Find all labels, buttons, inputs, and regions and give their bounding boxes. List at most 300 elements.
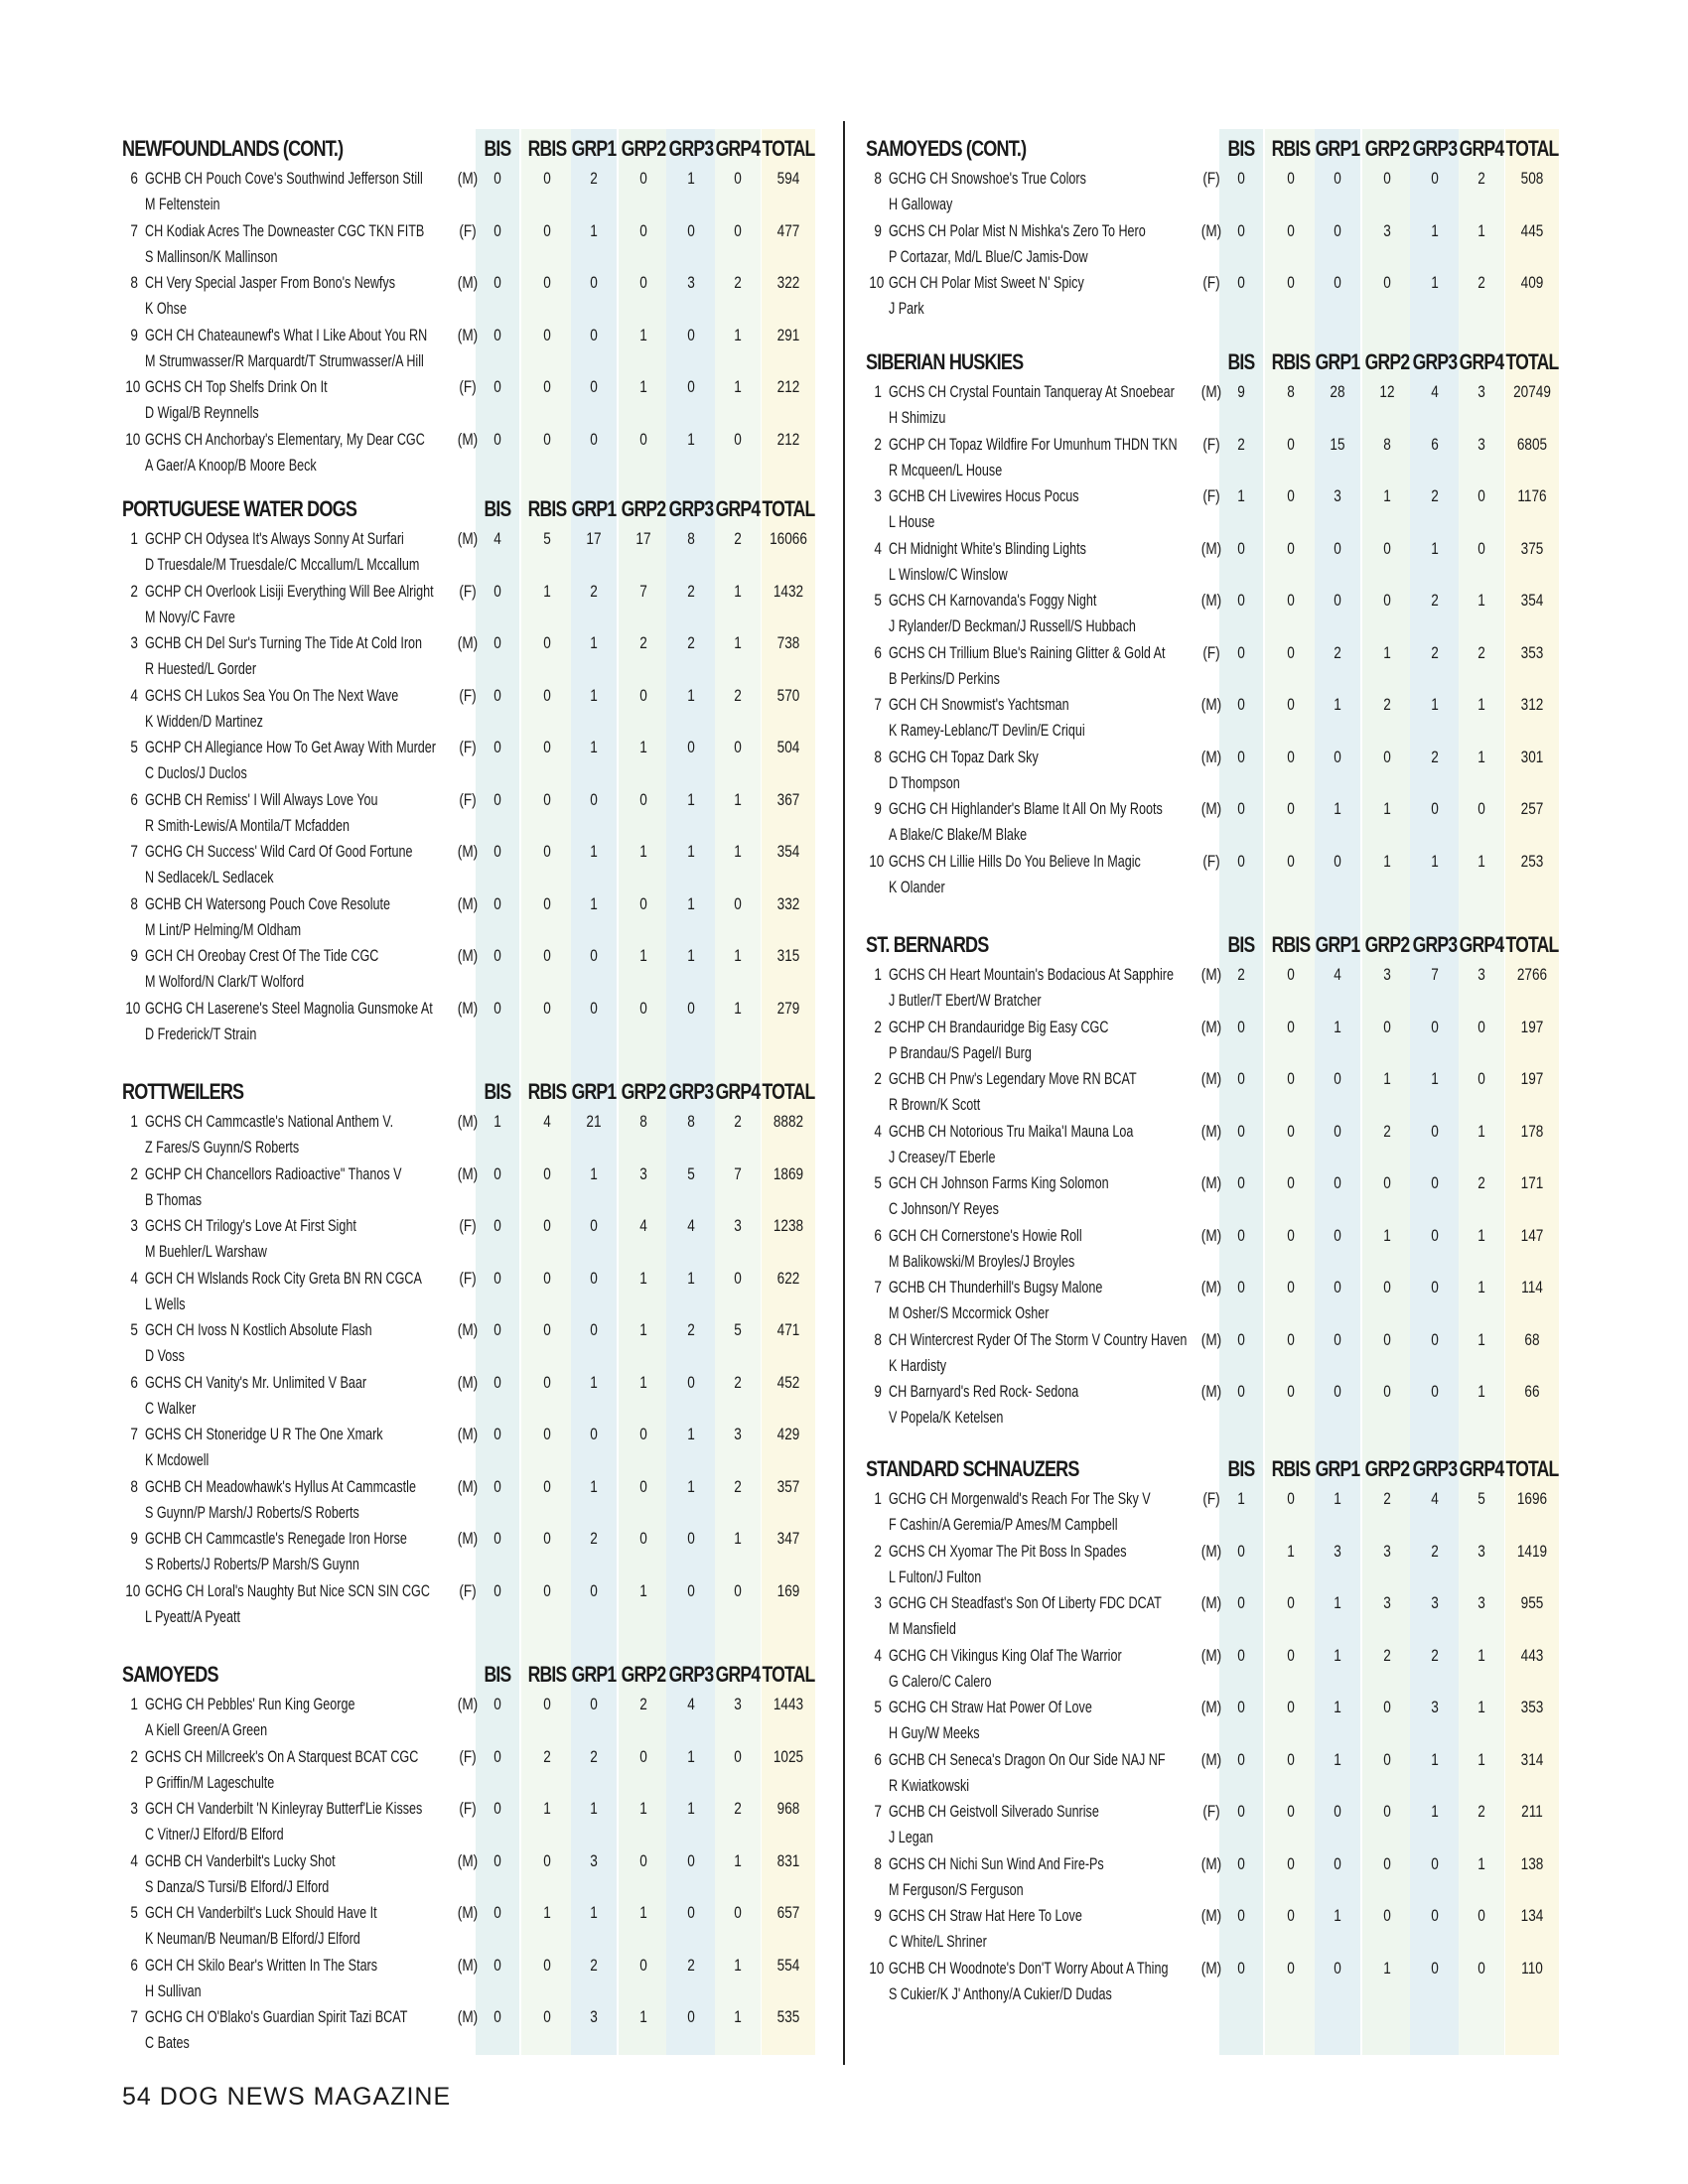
owner-names: B Thomas — [145, 1189, 203, 1209]
stat-total: 66 — [1524, 1382, 1540, 1401]
stat-grp1: 1 — [590, 685, 598, 705]
stat-grp3: 2 — [687, 633, 695, 652]
stat-grp3: 0 — [1431, 1173, 1439, 1192]
column-header-grp3: GRP3 — [668, 496, 714, 521]
sex-label: (M) — [1200, 1906, 1222, 1925]
sex-label: (M) — [1200, 220, 1222, 240]
rank-number: 5 — [874, 591, 882, 610]
breed-title: SAMOYEDS — [122, 1662, 218, 1687]
stat-total: 110 — [1521, 1958, 1543, 1978]
stat-total: 357 — [776, 1476, 800, 1496]
dog-name: GCHS CH Cammcastle's National Anthem V. — [145, 1112, 394, 1131]
stat-total: 8882 — [773, 1112, 804, 1131]
stat-grp3: 1 — [1431, 851, 1439, 871]
stat-grp3: 0 — [1431, 1906, 1439, 1925]
rank-number: 6 — [130, 169, 138, 188]
stat-grp1: 3 — [590, 2007, 598, 2026]
stat-rbis: 0 — [543, 1850, 551, 1870]
stat-total: 353 — [1520, 642, 1544, 662]
stat-grp3: 3 — [1431, 1593, 1439, 1612]
dog-name: GCHB CH Pouch Cove's Southwind Jefferson Still — [145, 169, 423, 188]
stat-grp2: 2 — [1383, 1645, 1391, 1665]
column-divider — [843, 121, 845, 2065]
table-row — [866, 1066, 1567, 1119]
stat-grp4: 2 — [734, 685, 742, 705]
stat-rbis: 0 — [1287, 220, 1295, 240]
stat-grp2: 0 — [639, 169, 647, 188]
stat-grp4: 2 — [734, 1799, 742, 1818]
left-column — [122, 0, 817, 2144]
table-row — [122, 1213, 817, 1266]
stat-grp1: 1 — [1334, 695, 1341, 714]
table-row — [866, 1695, 1567, 1747]
rank-number: 8 — [130, 273, 138, 292]
sex-label: (M) — [1200, 1645, 1222, 1665]
stat-grp3: 2 — [1431, 747, 1439, 766]
dog-name: GCH CH Ivoss N Kostlich Absolute Flash — [145, 1320, 372, 1339]
dog-name: GCH CH Johnson Farms King Solomon — [889, 1173, 1109, 1192]
stat-grp2: 3 — [1383, 965, 1391, 984]
table-row — [866, 536, 1567, 589]
stat-rbis: 0 — [1287, 1173, 1295, 1192]
stat-grp1: 0 — [1334, 1382, 1341, 1401]
stat-grp4: 1 — [734, 1955, 742, 1975]
rank-number: 6 — [874, 1225, 882, 1245]
stat-rbis: 0 — [543, 377, 551, 396]
table-row — [866, 849, 1567, 901]
owner-names: R Huested/L Gorder — [145, 659, 257, 678]
stat-total: 114 — [1521, 1278, 1543, 1297]
owner-names: K Hardisty — [889, 1355, 947, 1375]
column-header-grp2: GRP2 — [1364, 1456, 1410, 1481]
stat-bis: 0 — [493, 1268, 501, 1288]
sex-label: (M) — [1200, 1853, 1222, 1873]
stat-grp2: 1 — [639, 1799, 647, 1818]
sex-label: (M) — [1200, 1121, 1222, 1141]
stat-grp4: 5 — [1477, 1489, 1485, 1508]
rank-number: 5 — [130, 1320, 138, 1339]
dog-name: CH Midnight White's Blinding Lights — [889, 538, 1086, 558]
rank-number: 10 — [869, 1958, 885, 1978]
stat-grp4: 1 — [1477, 1225, 1485, 1245]
stat-grp1: 0 — [1334, 273, 1341, 292]
stat-total: 212 — [776, 377, 800, 396]
stat-grp4: 3 — [1477, 1541, 1485, 1561]
stat-bis: 0 — [1237, 1069, 1245, 1088]
stat-grp3: 8 — [687, 529, 695, 548]
stat-bis: 0 — [1237, 1906, 1245, 1925]
dog-name: GCHG CH Pebbles' Run King George — [145, 1695, 355, 1713]
stat-grp2: 1 — [1383, 1958, 1391, 1978]
stat-bis: 0 — [1237, 1749, 1245, 1769]
table-row — [122, 1266, 817, 1318]
dog-name: GCHS CH Xyomar The Pit Boss In Spades — [889, 1541, 1127, 1561]
stat-rbis: 0 — [1287, 1645, 1295, 1665]
stat-grp2: 0 — [639, 1955, 647, 1975]
stat-grp1: 15 — [1330, 434, 1345, 454]
stat-grp2: 0 — [639, 1425, 647, 1443]
stat-rbis: 0 — [1287, 486, 1295, 505]
dog-name: GCHS CH Heart Mountain's Bodacious At Sapphire — [889, 965, 1174, 984]
sex-label: (F) — [1202, 434, 1220, 454]
stat-grp3: 0 — [1431, 1017, 1439, 1036]
rank-number: 4 — [874, 538, 882, 558]
stat-total: 169 — [776, 1580, 800, 1600]
stat-grp4: 2 — [734, 529, 742, 548]
owner-names: L Fulton/J Fulton — [889, 1567, 982, 1586]
stat-grp1: 4 — [1334, 965, 1341, 984]
dog-name: GCHP CH Overlook Lisiji Everything Will Bee Alright — [145, 581, 434, 601]
table-row — [122, 630, 817, 683]
rank-number: 2 — [874, 1541, 882, 1561]
sex-label: (M) — [457, 893, 479, 913]
stat-grp4: 1 — [1477, 1329, 1485, 1349]
stat-grp4: 1 — [1477, 1645, 1485, 1665]
stat-grp4: 0 — [734, 220, 742, 240]
table-row — [866, 1379, 1567, 1432]
table-row — [866, 1747, 1567, 1800]
rank-number: 4 — [130, 685, 138, 705]
stat-total: 594 — [776, 169, 800, 188]
column-header-rbis: RBIS — [527, 1079, 567, 1104]
stat-grp3: 1 — [687, 169, 695, 188]
section-header — [866, 347, 1567, 379]
dog-name: CH Barnyard's Red Rock- Sedona — [889, 1382, 1079, 1401]
column-header-bis: BIS — [1227, 136, 1255, 161]
stat-grp3: 1 — [687, 1746, 695, 1766]
stat-grp2: 0 — [639, 429, 647, 449]
stat-grp2: 7 — [639, 581, 647, 601]
dog-name: GCHB CH Geistvoll Silverado Sunrise — [889, 1802, 1099, 1821]
stat-bis: 0 — [1237, 747, 1245, 766]
column-header-grp2: GRP2 — [1364, 136, 1410, 161]
stat-bis: 0 — [493, 738, 501, 756]
sex-label: (F) — [459, 1268, 477, 1288]
owner-names: L Winslow/C Winslow — [889, 564, 1008, 584]
stat-bis: 0 — [1237, 273, 1245, 292]
stat-grp1: 0 — [590, 429, 598, 449]
stat-grp2: 0 — [639, 1746, 647, 1766]
rank-number: 4 — [874, 1121, 882, 1141]
stat-bis: 0 — [493, 1320, 501, 1339]
stat-grp1: 2 — [590, 1529, 598, 1548]
sex-label: (M) — [1200, 1593, 1222, 1612]
table-row — [122, 1953, 817, 2005]
stat-grp4: 1 — [734, 1529, 742, 1548]
column-header-grp4: GRP4 — [715, 1079, 761, 1104]
column-header-rbis: RBIS — [527, 136, 567, 161]
sex-label: (F) — [459, 1580, 477, 1600]
stat-bis: 0 — [1237, 169, 1245, 188]
owner-names: J Rylander/D Beckman/J Russell/S Hubbach — [889, 616, 1136, 635]
stat-total: 570 — [776, 685, 800, 705]
rank-number: 7 — [874, 695, 882, 714]
rank-number: 9 — [130, 946, 138, 965]
stat-bis: 0 — [1237, 695, 1245, 714]
owner-names: D Thompson — [889, 772, 960, 792]
stat-grp4: 2 — [734, 273, 742, 292]
rank-number: 5 — [874, 1698, 882, 1716]
dog-name: GCH CH Snowmist's Yachtsman — [889, 695, 1069, 714]
stat-bis: 0 — [1237, 538, 1245, 558]
rank-number: 2 — [874, 434, 882, 454]
table-row — [122, 943, 817, 996]
rank-number: 8 — [874, 1853, 882, 1873]
dog-name: GCHG CH Laserene's Steel Magnolia Gunsmoke At — [145, 998, 433, 1018]
column-header-grp3: GRP3 — [668, 136, 714, 161]
stat-total: 134 — [1520, 1906, 1544, 1925]
stat-rbis: 0 — [543, 1216, 551, 1235]
stat-grp2: 0 — [1383, 1698, 1391, 1716]
dog-name: GCHP CH Odysea It's Always Sonny At Surfari — [145, 529, 404, 548]
owner-names: S Cukier/K J' Anthony/A Cukier/D Dudas — [889, 1983, 1112, 2003]
stat-total: 452 — [776, 1372, 800, 1392]
stat-rbis: 0 — [1287, 1121, 1295, 1141]
sex-label: (M) — [457, 273, 479, 292]
dog-name: GCH CH Chateaunewf's What I Like About You RN — [145, 325, 428, 344]
rank-number: 9 — [130, 325, 138, 344]
stat-total: 1419 — [1516, 1541, 1548, 1561]
owner-names: V Popela/K Ketelsen — [889, 1408, 1004, 1427]
stat-grp1: 1 — [590, 1903, 598, 1922]
stat-grp3: 2 — [687, 1320, 695, 1339]
stat-grp4: 2 — [734, 1372, 742, 1392]
stat-bis: 2 — [1237, 434, 1245, 454]
sex-label: (F) — [459, 377, 477, 396]
stat-bis: 0 — [493, 1695, 501, 1713]
sex-label: (F) — [1202, 1489, 1220, 1508]
stat-grp1: 1 — [590, 220, 598, 240]
sex-label: (M) — [1200, 1541, 1222, 1561]
stat-bis: 0 — [1237, 1645, 1245, 1665]
stat-grp1: 0 — [1334, 169, 1341, 188]
stat-grp2: 2 — [1383, 1489, 1391, 1508]
stat-grp2: 0 — [639, 685, 647, 705]
rank-number: 2 — [130, 581, 138, 601]
sex-label: (F) — [459, 1746, 477, 1766]
breed-title: SIBERIAN HUSKIES — [866, 349, 1024, 374]
stat-bis: 0 — [493, 1903, 501, 1922]
owner-names: L Pyeatt/A Pyeatt — [145, 1606, 241, 1626]
sex-label: (M) — [1200, 799, 1222, 818]
owner-names: M Osher/S Mccormick Osher — [889, 1303, 1050, 1322]
stat-grp3: 1 — [687, 685, 695, 705]
owner-names: N Sedlacek/L Sedlacek — [145, 868, 274, 887]
stat-grp2: 0 — [639, 1476, 647, 1496]
table-row — [122, 1474, 817, 1527]
column-header-rbis: RBIS — [527, 1662, 567, 1687]
stat-grp4: 0 — [734, 1903, 742, 1922]
owner-names: H Sullivan — [145, 1980, 202, 2000]
stat-bis: 0 — [1237, 1329, 1245, 1349]
stat-bis: 0 — [493, 789, 501, 809]
table-row — [122, 996, 817, 1048]
owner-names: M Lint/P Helming/M Oldham — [145, 919, 302, 939]
stat-rbis: 0 — [1287, 434, 1295, 454]
rank-number: 7 — [130, 1425, 138, 1443]
stat-bis: 0 — [493, 1163, 501, 1183]
right-column — [866, 0, 1567, 2144]
column-header-grp2: GRP2 — [621, 136, 666, 161]
sex-label: (F) — [459, 581, 477, 601]
column-header-total: TOTAL — [762, 136, 815, 161]
stat-rbis: 1 — [543, 581, 551, 601]
stat-grp2: 1 — [639, 2007, 647, 2026]
stat-rbis: 0 — [1287, 1906, 1295, 1925]
stat-grp2: 0 — [1383, 747, 1391, 766]
stat-grp2: 2 — [1383, 1121, 1391, 1141]
stat-total: 147 — [1520, 1225, 1544, 1245]
stat-grp3: 2 — [687, 581, 695, 601]
stat-grp2: 0 — [1383, 1853, 1391, 1873]
table-row — [866, 1327, 1567, 1380]
table-row — [122, 374, 817, 427]
table-row — [866, 166, 1567, 218]
breed-title: STANDARD SCHNAUZERS — [866, 1456, 1079, 1481]
dog-name: GCHG CH O'Blako's Guardian Spirit Tazi BCAT — [145, 2007, 408, 2026]
stat-grp1: 1 — [1334, 1593, 1341, 1612]
column-header-grp1: GRP1 — [1315, 136, 1360, 161]
stat-grp3: 5 — [687, 1163, 695, 1183]
stat-rbis: 0 — [1287, 1749, 1295, 1769]
stat-rbis: 0 — [543, 1372, 551, 1392]
sex-label: (M) — [457, 1955, 479, 1975]
stat-total: 312 — [1520, 695, 1544, 714]
stat-rbis: 0 — [543, 893, 551, 913]
stat-grp3: 0 — [687, 1850, 695, 1870]
sex-label: (F) — [1202, 169, 1220, 188]
column-header-total: TOTAL — [762, 1079, 815, 1104]
sex-label: (F) — [459, 1216, 477, 1235]
stat-grp4: 1 — [734, 325, 742, 344]
stat-rbis: 0 — [543, 1955, 551, 1975]
stat-grp3: 2 — [1431, 1645, 1439, 1665]
stat-grp1: 0 — [1334, 591, 1341, 610]
stat-grp1: 0 — [590, 1216, 598, 1235]
stat-grp3: 0 — [1431, 1278, 1439, 1297]
column-header-grp3: GRP3 — [668, 1079, 714, 1104]
owner-names: C Vitner/J Elford/B Elford — [145, 1825, 284, 1843]
stat-grp1: 0 — [1334, 1173, 1341, 1192]
stat-grp3: 0 — [687, 1529, 695, 1548]
table-row — [122, 323, 817, 375]
sex-label: (M) — [1200, 591, 1222, 610]
stat-grp4: 1 — [1477, 1698, 1485, 1716]
dog-name: GCHP CH Brandauridge Big Easy CGC — [889, 1017, 1109, 1036]
rank-number: 1 — [130, 529, 138, 548]
column-header-grp3: GRP3 — [1412, 349, 1458, 374]
rank-number: 5 — [130, 738, 138, 756]
stat-grp2: 1 — [1383, 1225, 1391, 1245]
stat-grp4: 0 — [734, 738, 742, 756]
stat-rbis: 0 — [543, 169, 551, 188]
stat-bis: 0 — [493, 1580, 501, 1600]
sex-label: (F) — [459, 220, 477, 240]
stat-grp3: 1 — [1431, 273, 1439, 292]
dog-name: CH Kodiak Acres The Downeaster CGC TKN FITB — [145, 220, 425, 240]
table-row — [866, 1275, 1567, 1327]
stat-grp1: 2 — [1334, 642, 1341, 662]
stat-bis: 0 — [1237, 1593, 1245, 1612]
breed-section — [866, 1454, 1567, 2007]
sex-label: (M) — [457, 1529, 479, 1548]
stat-total: 279 — [776, 998, 800, 1018]
owner-names: R Smith-Lewis/A Montila/T Mcfadden — [145, 815, 351, 835]
table-row — [122, 1744, 817, 1797]
stat-grp1: 3 — [590, 1850, 598, 1870]
stat-grp2: 1 — [1383, 486, 1391, 505]
sex-label: (M) — [1200, 1698, 1222, 1716]
stat-grp3: 8 — [687, 1112, 695, 1131]
sex-label: (M) — [457, 1903, 479, 1922]
table-row — [866, 270, 1567, 323]
rank-number: 10 — [125, 429, 141, 449]
dog-name: GCHP CH Allegiance How To Get Away With Murder — [145, 738, 436, 756]
column-header-grp2: GRP2 — [621, 496, 666, 521]
owner-names: P Brandau/S Pagel/I Burg — [889, 1042, 1032, 1062]
rank-number: 3 — [130, 1799, 138, 1818]
sex-label: (F) — [459, 685, 477, 705]
owner-names: M Ferguson/S Ferguson — [889, 1879, 1024, 1899]
dog-name: GCHG CH Highlander's Blame It All On My Roots — [889, 799, 1163, 818]
stat-grp2: 1 — [1383, 1069, 1391, 1088]
stat-bis: 0 — [1237, 642, 1245, 662]
stat-grp4: 0 — [734, 429, 742, 449]
table-row — [122, 579, 817, 631]
owner-names: H Guy/W Meeks — [889, 1723, 980, 1742]
stat-grp2: 0 — [639, 789, 647, 809]
stat-total: 1432 — [773, 581, 804, 601]
owner-names: D Frederick/T Strain — [145, 1024, 257, 1043]
stat-total: 291 — [776, 325, 800, 344]
stat-total: 1238 — [773, 1216, 804, 1235]
stat-grp3: 0 — [687, 2007, 695, 2026]
owner-names: M Feltenstein — [145, 195, 220, 213]
stat-bis: 0 — [1237, 1225, 1245, 1245]
stat-total: 347 — [776, 1529, 800, 1548]
table-row — [122, 735, 817, 787]
stat-grp4: 3 — [1477, 382, 1485, 401]
sex-label: (M) — [457, 1320, 479, 1339]
stat-grp4: 1 — [734, 2007, 742, 2026]
owner-names: C Johnson/Y Reyes — [889, 1199, 999, 1218]
stat-grp4: 7 — [734, 1163, 742, 1183]
owner-names: A Kiell Green/A Green — [145, 1720, 268, 1739]
column-header-bis: BIS — [1227, 932, 1255, 957]
dog-name: GCH CH Oreobay Crest Of The Tide CGC — [145, 946, 379, 965]
stat-rbis: 0 — [543, 325, 551, 344]
owner-names: M Wolford/N Clark/T Wolford — [145, 972, 305, 991]
stat-grp1: 1 — [1334, 1749, 1341, 1769]
sex-label: (F) — [1202, 1802, 1220, 1821]
stat-rbis: 0 — [543, 273, 551, 292]
stat-grp1: 1 — [1334, 1698, 1341, 1716]
column-header-grp4: GRP4 — [715, 136, 761, 161]
stat-total: 332 — [776, 893, 800, 913]
column-header-grp2: GRP2 — [621, 1662, 666, 1687]
stat-grp2: 0 — [1383, 1173, 1391, 1192]
sex-label: (M) — [457, 2007, 479, 2026]
stat-bis: 0 — [1237, 851, 1245, 871]
stat-grp1: 2 — [590, 169, 598, 188]
stat-grp4: 0 — [1477, 1069, 1485, 1088]
dog-name: GCHG CH Success' Wild Card Of Good Fortune — [145, 842, 413, 861]
sex-label: (M) — [1200, 1382, 1222, 1401]
stat-rbis: 0 — [1287, 851, 1295, 871]
column-header-grp1: GRP1 — [571, 136, 617, 161]
dog-name: GCHB CH Pnw's Legendary Move RN BCAT — [889, 1069, 1137, 1088]
table-row — [866, 1170, 1567, 1223]
